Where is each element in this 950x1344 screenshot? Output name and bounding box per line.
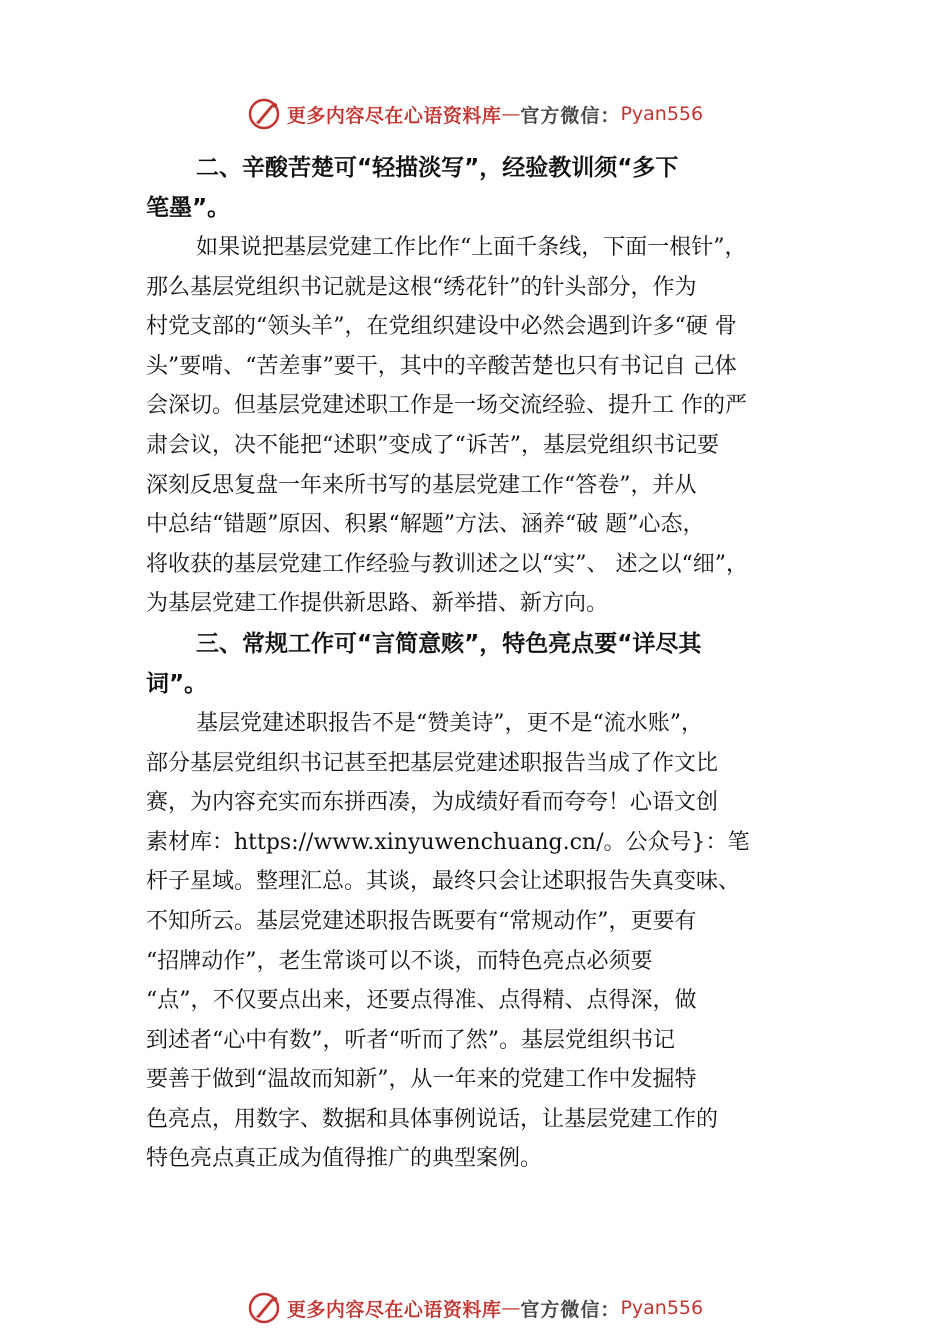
text-line: 基层党建述职报告不是“赞美诗”，更不是“流水账”， [196, 710, 703, 736]
text-line: 要善于做到“温故而知新”，从一年来的党建工作中发掘特 [146, 1067, 697, 1093]
text-line: 素材库：https://www.xinyuwenchuang.cn/。公众号}：笔 [146, 829, 750, 855]
banner-official-label: 官方微信： [520, 104, 621, 127]
section-3-heading-line1: 三、常规工作可“言简意赅”，特色亮点要“详尽其 [196, 630, 702, 657]
text-line: 头”要啃、“苦差事”要干，其中的辛酸苦楚也只有书记自 己体 [146, 353, 737, 379]
text-line: 深刻反思复盘一年来所书写的基层党建工作“答卷”，并从 [146, 472, 697, 498]
text-line: 村党支部的“领头羊”，在党组织建设中必然会遇到许多“硬 骨 [146, 314, 737, 340]
header-banner [0, 94, 950, 134]
section-2-heading-line2: 笔墨”。 [146, 195, 231, 221]
text-line: 杆子星域。整理汇总。其谈，最终只会让述职报告失真变味、 [146, 869, 741, 895]
section-3-paragraph [146, 704, 846, 1179]
text-line: 为基层党建工作提供新思路、新举措、新方向。 [146, 591, 609, 617]
text-line: 到述者“心中有数”，听者“听而了然”。基层党组织书记 [146, 1027, 675, 1053]
text-line: 肃会议，决不能把“述职”变成了“诉苦”，基层党组织书记要 [146, 432, 719, 458]
text-line: 赛，为内容充实而东拼西凑，为成绩好看而夸夸！心语文创 [146, 790, 719, 816]
text-line: 部分基层党组织书记甚至把基层党建述职报告当成了作文比 [146, 750, 719, 776]
text-line: “点”，不仅要点出来，还要点得准、点得精、点得深，做 [146, 988, 697, 1014]
text-line: 不知所云。基层党建述职报告既要有“常规动作”，更要有 [146, 908, 697, 934]
section-3-heading-line2: 词”。 [146, 670, 208, 697]
text-line: 将收获的基层党建工作经验与教训述之以“实”、 述之以“细”， [146, 551, 748, 577]
banner-slogan: 更多内容尽在心语资料库 [286, 104, 502, 127]
text-line: 如果说把基层党建工作比作“上面千条线，下面一根针”， [196, 235, 747, 260]
quill-logo-icon [247, 97, 281, 131]
section-2-paragraph [146, 228, 846, 624]
banner-separator: — [501, 103, 521, 125]
text-line: 中总结“错题”原因、积累“解题”方法、涵养“破 题”心态， [146, 512, 705, 538]
footer-banner [0, 1288, 950, 1328]
quill-logo-icon [247, 1291, 281, 1325]
text-line: 会深切。但基层党建述职工作是一场交流经验、提升工 作的严 [146, 393, 747, 419]
text-line: 特色亮点真正成为值得推广的典型案例。 [146, 1146, 543, 1172]
document-body [146, 148, 846, 1179]
text-line: 色亮点，用数字、数据和具体事例说话，让基层党建工作的 [146, 1106, 719, 1132]
text-line: “招牌动作”，老生常谈可以不谈，而特色亮点必须要 [146, 948, 653, 974]
banner-wechat-id: Pyan556 [620, 1297, 704, 1319]
section-2-heading-line1: 二、辛酸苦楚可“轻描淡写”，经验教训须“多下 [196, 155, 679, 181]
section-3-heading [146, 624, 846, 704]
text-line: 那么基层党组织书记就是这根“绣花针”的针头部分，作为 [146, 274, 697, 300]
section-2-heading [146, 148, 846, 228]
banner-wechat-id: Pyan556 [620, 103, 704, 125]
banner-slogan: 更多内容尽在心语资料库 [286, 1298, 502, 1321]
banner-official-label: 官方微信： [520, 1298, 621, 1321]
banner-separator: — [501, 1297, 521, 1319]
